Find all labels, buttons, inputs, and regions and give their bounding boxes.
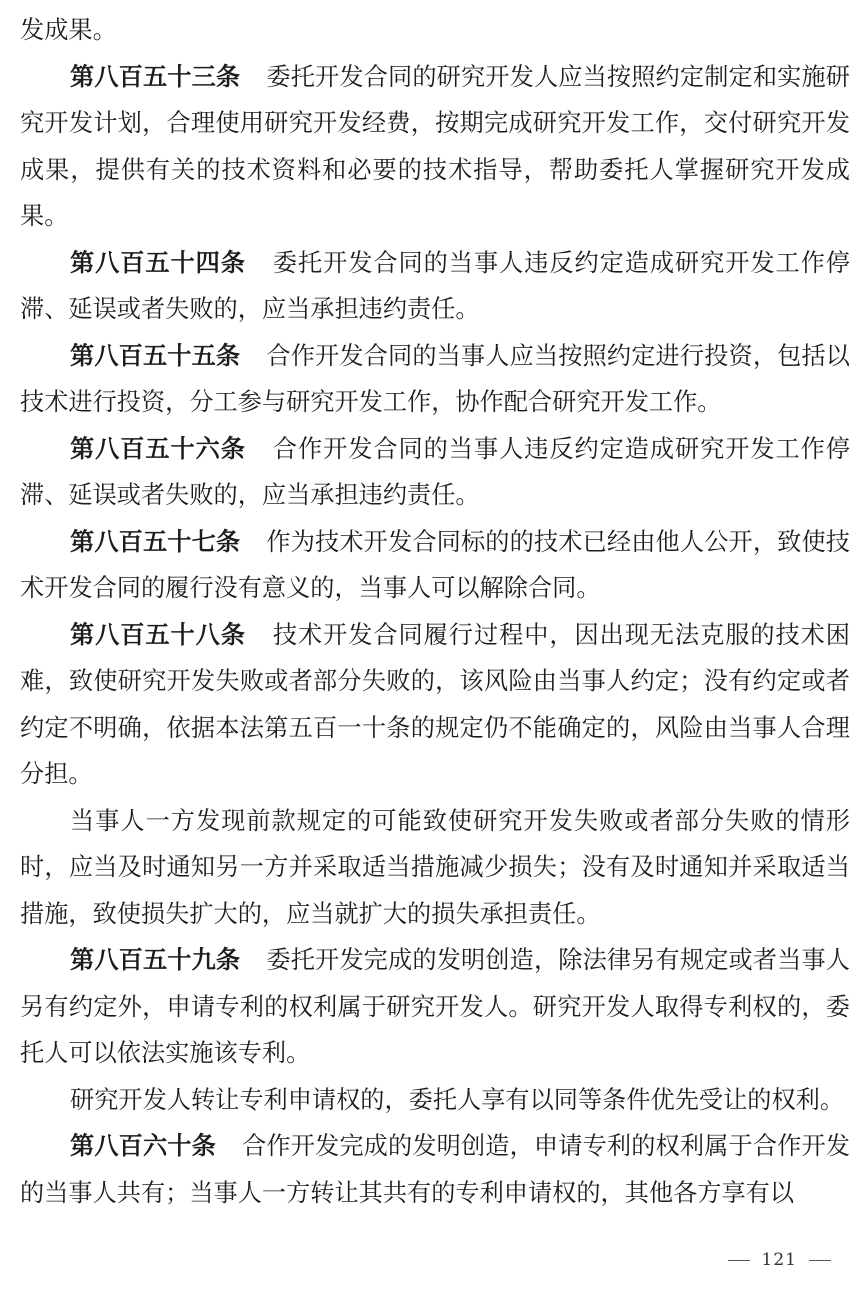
article-number: 第八百六十条 (70, 1132, 216, 1160)
paragraph-text: 作为技术开发合同标的的技术已经由他人公开，致使技术开发合同的履行没有意义的，当事人可以解除合同。 (20, 527, 850, 602)
article-number: 第八百五十九条 (70, 946, 241, 974)
page-footer (716, 1250, 843, 1270)
article-number: 第八百五十六条 (70, 434, 246, 463)
footer-dash-right (809, 1260, 831, 1261)
paragraph (20, 333, 850, 426)
paragraph-text: 委托开发合同的研究开发人应当按照约定制定和实施研究开发计划，合理使用研究开发经费，按期完成研究开发工作，交付研究开发成果，提供有关的技术资料和必要的技术指导，帮助委托人掌握研究开发成果。 (20, 62, 850, 230)
paragraph (20, 7, 850, 54)
paragraph (20, 240, 850, 333)
paragraph-text: 委托开发合同的当事人违反约定造成研究开发工作停滞、延误或者失败的，应当承担违约责任。 (20, 248, 850, 323)
paragraph-text: 委托开发完成的发明创造，除法律另有规定或者当事人另有约定外，申请专利的权利属于研究开发人。研究开发人取得专利权的，委托人可以依法实施该专利。 (20, 946, 850, 1067)
paragraph (20, 937, 850, 1077)
paragraph-text: 发成果。 (20, 16, 117, 44)
paragraph (20, 426, 850, 519)
paragraph-text: 合作开发合同的当事人违反约定造成研究开发工作停滞、延误或者失败的，应当承担违约责任。 (20, 434, 850, 509)
paragraph (20, 54, 850, 240)
paragraph-text: 研究开发人转让专利申请权的，委托人享有以同等条件优先受让的权利。 (70, 1085, 845, 1114)
page-number: 121 (761, 1250, 797, 1270)
article-number: 第八百五十八条 (70, 620, 246, 649)
paragraph-text: 技术开发合同履行过程中，因出现无法克服的技术困难，致使研究开发失败或者部分失败的，该风险由当事人约定；没有约定或者约定不明确，依据本法第五百一十条的规定仍不能确定的，风险由当事人合理分担。 (20, 620, 850, 788)
document-body (20, 7, 850, 1216)
article-number: 第八百五十四条 (70, 248, 246, 277)
paragraph-text: 合作开发完成的发明创造，申请专利的权利属于合作开发的当事人共有；当事人一方转让其共有的专利申请权的，其他各方享有以 (20, 1132, 850, 1207)
paragraph (20, 612, 850, 798)
paragraph (20, 1123, 850, 1216)
article-number: 第八百五十七条 (70, 527, 241, 556)
paragraph-text: 合作开发合同的当事人应当按照约定进行投资，包括以技术进行投资，分工参与研究开发工作，协作配合研究开发工作。 (20, 341, 850, 416)
article-number: 第八百五十三条 (70, 62, 241, 91)
paragraph (20, 798, 850, 938)
paragraph (20, 1077, 850, 1124)
article-number: 第八百五十五条 (70, 341, 241, 370)
paragraph-text: 当事人一方发现前款规定的可能致使研究开发失败或者部分失败的情形时，应当及时通知另一方并采取适当措施减少损失；没有及时通知并采取适当措施，致使损失扩大的，应当就扩大的损失承担责任。 (20, 806, 850, 928)
footer-dash-left (728, 1260, 750, 1261)
paragraph (20, 519, 850, 612)
